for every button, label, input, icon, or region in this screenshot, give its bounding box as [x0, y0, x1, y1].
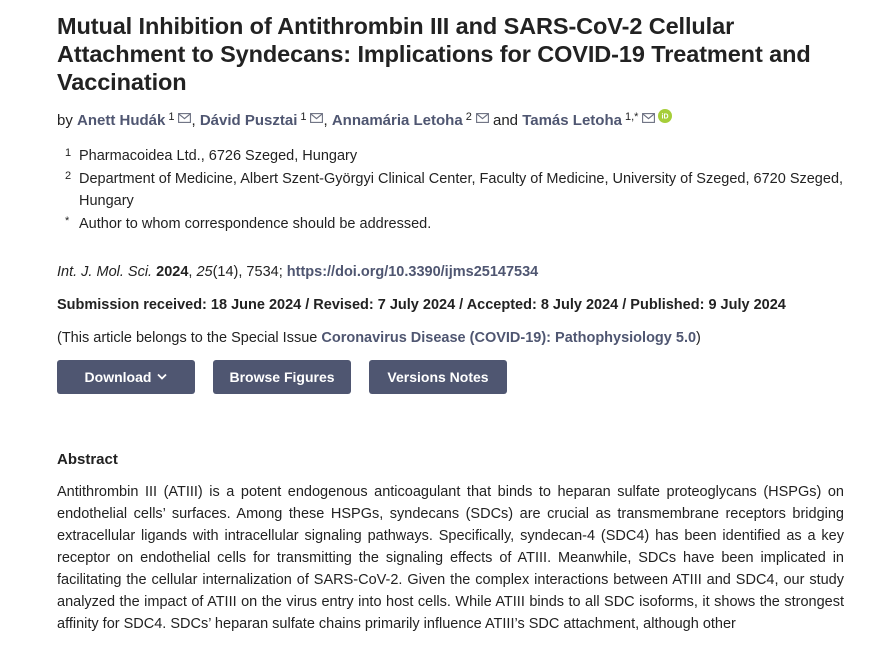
author-link[interactable]: Anett Hudák	[77, 112, 166, 129]
abstract-heading: Abstract	[57, 451, 118, 468]
author-separator: ,	[323, 112, 328, 129]
special-issue-note	[57, 328, 844, 348]
citation-volume: 25	[196, 264, 213, 280]
citation-year: 2024	[156, 264, 189, 280]
doi-link[interactable]: https://doi.org/10.3390/ijms25147534	[286, 264, 539, 280]
special-issue-suffix: )	[696, 330, 701, 346]
versions-notes-button[interactable]: Versions Notes	[369, 360, 507, 394]
mail-icon[interactable]	[642, 113, 655, 123]
affiliation-text: Author to whom correspondence should be addressed.	[79, 215, 432, 232]
author-link[interactable]: Dávid Pusztai	[199, 112, 298, 129]
by-label: by	[57, 112, 73, 129]
mail-icon[interactable]	[178, 113, 191, 123]
journal-name: Int. J. Mol. Sci.	[57, 264, 153, 280]
affiliation-number: 2	[65, 169, 72, 182]
article-title: Mutual Inhibition of Antithrombin III and SARS-CoV-2 Cellular Attachment to Syndecans: Implications for COVID-19 Treatment and Vaccination	[57, 13, 811, 95]
author-list	[57, 109, 844, 131]
download-button[interactable]	[57, 360, 195, 394]
author-and: and	[493, 112, 519, 129]
special-issue-link[interactable]: Coronavirus Disease (COVID-19): Pathophysiology 5.0	[321, 330, 697, 346]
affiliation-item	[57, 145, 844, 168]
author-link[interactable]: Tamás Letoha	[522, 112, 622, 129]
author-affil-sup: 2	[465, 111, 472, 123]
affiliation-item	[57, 213, 844, 236]
abstract-text: Antithrombin III (ATIII) is a potent endogenous anticoagulant that binds to heparan sulfate proteoglycans (HSPGs) on endothelial cells’ surfaces. Among these HSPGs, syndecans (SDCs) are crucial as transmembrane receptors bridging extracellular ligands with intracellular signaling pathways. Specifically, syndecan-4 (SDC4) has been identified as a key receptor on endothelial cells for transmitting the signaling effects of ATIII. Meanwhile, SDCs have been implicated in facilitating the cellular internalization of SARS-CoV-2. Given the complex interactions between ATIII and SDC4, our study analyzed the impact of ATIII on the virus entry into host cells. While ATIII binds to all SDC isoforms, it shows the strongest affinity for SDC4. SDCs’ heparan sulfate chains primarily influence ATIII’s SDC attachment, although other	[57, 484, 844, 632]
download-label: Download	[84, 369, 152, 385]
affiliation-item	[57, 168, 844, 213]
submission-dates: Submission received: 18 June 2024 / Revised: 7 July 2024 / Accepted: 8 July 2024 / Published: 9 July 2024	[57, 297, 786, 313]
author-affil-sup: 1,*	[624, 111, 639, 123]
action-buttons	[57, 360, 844, 394]
affiliation-text: Department of Medicine, Albert Szent-Györgyi Clinical Center, Faculty of Medicine, University of Szeged, 6720 Szeged, Hungary	[79, 170, 844, 209]
svg-text:iD: iD	[661, 113, 669, 121]
author-affil-sup: 1	[300, 111, 307, 123]
affiliations	[57, 145, 844, 235]
citation-issue: (14), 7534;	[212, 264, 283, 280]
special-issue-prefix: (This article belongs to the Special Issue	[57, 330, 322, 346]
citation-line: Int. J. Mol. Sci. 2024, 25(14), 7534; https://doi.org/10.3390/ijms25147534	[57, 264, 539, 280]
affiliation-text: Pharmacoidea Ltd., 6726 Szeged, Hungary	[79, 148, 358, 164]
mail-icon[interactable]	[310, 113, 323, 123]
chevron-down-icon	[157, 373, 167, 381]
author-affil-sup: 1	[168, 111, 175, 123]
browse-figures-button[interactable]: Browse Figures	[213, 360, 351, 394]
author-link[interactable]: Annamária Letoha	[331, 112, 463, 129]
orcid-icon[interactable]	[658, 109, 672, 123]
affiliation-number: *	[65, 214, 70, 227]
affiliation-number: 1	[65, 147, 72, 159]
author-separator: ,	[191, 112, 196, 129]
mail-icon[interactable]	[476, 113, 489, 123]
